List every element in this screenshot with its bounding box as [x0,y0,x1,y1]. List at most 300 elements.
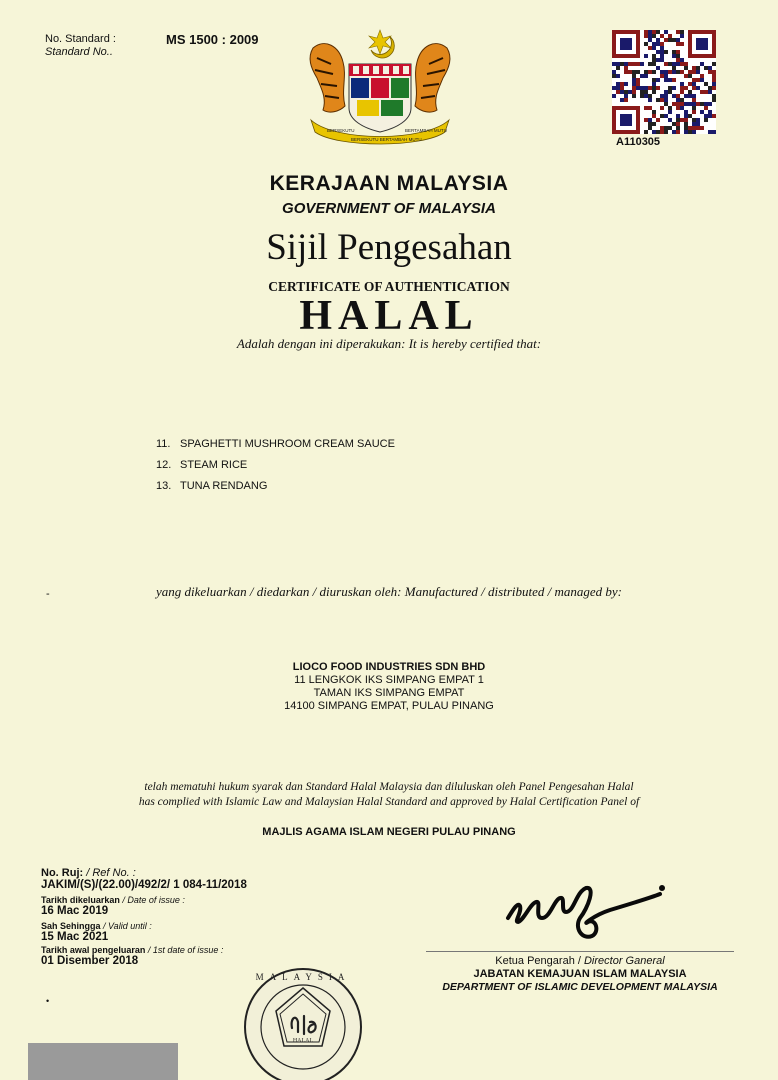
first-issue-label [41,945,247,955]
qr-module [656,86,660,90]
ref-label-malay: No. Ruj: [41,867,84,879]
ref-number-label [41,867,247,879]
qr-module [624,82,628,86]
qr-module [624,70,628,74]
qr-module [664,50,668,54]
company-address-line: 14100 SIMPANG EMPAT, PULAU PINANG [284,700,494,712]
qr-module [688,90,692,94]
qr-module [680,70,684,74]
qr-module [648,34,652,38]
qr-module [700,78,704,82]
qr-module [616,86,620,90]
qr-module [660,114,664,118]
qr-module [688,82,692,86]
qr-module [708,110,712,114]
valid-until-value: 15 Mac 2021 [41,931,109,943]
qr-module [712,78,716,82]
qr-module [624,90,628,94]
qr-module [632,82,636,86]
company-address-line: TAMAN IKS SIMPANG EMPAT [313,687,465,699]
qr-module [612,94,616,98]
qr-module [668,34,672,38]
bullet-mark: • [46,996,50,1006]
qr-module [684,86,688,90]
qr-module [632,86,636,90]
qr-module [660,70,664,74]
qr-module [672,78,676,82]
qr-module [620,90,624,94]
qr-module [644,90,648,94]
issue-date-label [41,895,247,905]
qr-module [664,74,668,78]
qr-module [628,90,632,94]
manufactured-by-statement: yang dikeluarkan / diedarkan / diuruskan oleh: Manufactured / distributed / managed by: [156,584,622,599]
qr-module [672,38,676,42]
qr-module [656,50,660,54]
qr-module [672,122,676,126]
qr-module [692,102,696,106]
qr-module [652,114,656,118]
qr-module [664,38,668,42]
qr-module [612,70,616,74]
qr-module [664,102,668,106]
qr-module [692,130,696,134]
halal-title: HALAL [299,293,479,339]
qr-module [700,126,704,130]
qr-module [664,94,668,98]
qr-module [708,102,712,106]
qr-module [656,130,660,134]
qr-module [620,86,624,90]
qr-module [696,122,700,126]
qr-module [652,86,656,90]
qr-module [668,90,672,94]
qr-module [684,114,688,118]
product-name: SPAGHETTI MUSHROOM CREAM SAUCE [180,438,395,450]
coat-ribbon-text: BERSEKUTU BERTAMBAH MUTU [351,137,422,142]
qr-module [644,94,648,98]
qr-module [692,110,696,114]
qr-module [652,62,656,66]
qr-module [640,74,644,78]
first-issue-label-malay: Tarikh awal pengeluaran [41,945,146,955]
qr-module [652,70,656,74]
qr-module [624,62,628,66]
product-item [156,459,395,480]
qr-module [704,82,708,86]
qr-module [620,62,624,66]
qr-module [668,110,672,114]
director-block [426,955,734,994]
qr-module [704,102,708,106]
qr-module [708,86,712,90]
reference-details [41,867,247,967]
qr-module [696,118,700,122]
qr-module [660,106,664,110]
qr-module [704,66,708,70]
qr-module [652,34,656,38]
qr-module [692,126,696,130]
issue-label-english: / Date of issue : [119,895,185,905]
qr-module [648,70,652,74]
qr-module [632,70,636,74]
qr-module [668,106,672,110]
qr-module [676,118,680,122]
qr-module [676,98,680,102]
qr-module [640,62,644,66]
qr-module [632,62,636,66]
qr-module [624,66,628,70]
qr-module [704,114,708,118]
qr-module [644,42,648,46]
qr-module [664,78,668,82]
qr-module [684,122,688,126]
qr-module [648,126,652,130]
qr-module [652,58,656,62]
qr-module [644,30,648,34]
valid-label-english: / Valid until : [100,921,152,931]
issue-date-value: 16 Mac 2019 [41,905,109,917]
qr-module [672,130,676,134]
certificate-title-malay: Sijil Pengesahan [266,227,512,268]
product-name: TUNA RENDANG [180,480,268,492]
qr-module [624,94,628,98]
qr-module [692,94,696,98]
qr-module [668,126,672,130]
valid-label-malay: Sah Sehingga [41,921,101,931]
qr-module [648,46,652,50]
qr-module [636,78,640,82]
product-number: 12. [156,459,172,471]
qr-module [680,102,684,106]
first-issue-label-english: / 1st date of issue : [145,945,224,955]
qr-module [636,62,640,66]
product-item [156,438,395,459]
qr-module [672,70,676,74]
qr-module [700,102,704,106]
qr-module [696,86,700,90]
qr-module [684,66,688,70]
qr-module [672,102,676,106]
qr-module [664,126,668,130]
qr-module [708,130,712,134]
standard-number-label [45,33,116,59]
qr-module [640,86,644,90]
certified-statement: Adalah dengan ini diperakukan: It is hereby certified that: [236,336,542,351]
qr-module [708,66,712,70]
government-title-malay: KERAJAAN MALAYSIA [269,172,509,195]
qr-module [612,86,616,90]
qr-module [664,62,668,66]
qr-module [636,86,640,90]
qr-module [688,70,692,74]
qr-module [644,86,648,90]
qr-module [620,98,624,102]
qr-module [712,86,716,90]
qr-module [680,86,684,90]
ref-label-english: / Ref No. : [83,867,136,879]
qr-module [692,118,696,122]
qr-module [692,106,696,110]
qr-module [652,110,656,114]
qr-module [676,42,680,46]
coat-motto-right: BERTAMBAH MUTU [405,128,447,133]
qr-module [612,62,616,66]
qr-module [632,90,636,94]
qr-module [652,82,656,86]
qr-module [684,102,688,106]
qr-module [664,114,668,118]
qr-module [660,58,664,62]
qr-module [616,82,620,86]
qr-module [708,90,712,94]
standard-label-english: Standard No.. [45,46,113,58]
company-name: LIOCO FOOD INDUSTRIES SDN BHD [292,661,486,673]
qr-module [668,38,672,42]
product-name: STEAM RICE [180,459,248,471]
qr-module [664,130,668,134]
qr-module [664,90,668,94]
qr-module [704,90,708,94]
qr-module [680,106,684,110]
qr-module [696,70,700,74]
qr-module [640,90,644,94]
qr-module [680,118,684,122]
qr-module [648,122,652,126]
qr-module [712,114,716,118]
qr-module [692,82,696,86]
product-number: 13. [156,480,172,492]
valid-until-label [41,921,247,931]
qr-module [676,114,680,118]
qr-module [652,46,656,50]
qr-module [628,70,632,74]
qr-module [680,30,684,34]
qr-module [632,74,636,78]
compliance-english: has complied with Islamic Law and Malaysian Halal Standard and approved by Halal Certification Panel of [138,796,640,808]
qr-module [652,122,656,126]
qr-module [680,90,684,94]
qr-module [688,130,692,134]
qr-module [616,66,620,70]
product-number: 11. [156,438,171,450]
qr-module [692,122,696,126]
qr-module [692,66,696,70]
qr-module [692,86,696,90]
qr-module [660,94,664,98]
qr-module [656,58,660,62]
compliance-statement [0,780,778,810]
qr-module [660,74,664,78]
qr-module [648,94,652,98]
qr-module [672,66,676,70]
qr-module [660,42,664,46]
director-title-english: Director Ganeral [580,955,665,967]
qr-module [700,90,704,94]
issue-label-malay: Tarikh dikeluarkan [41,895,120,905]
qr-module [680,58,684,62]
compliance-malay: telah mematuhi hukum syarak dan Standard Halal Malaysia dan diluluskan oleh Panel Pengesahan Halal [144,781,634,793]
qr-module [668,118,672,122]
qr-module [684,94,688,98]
qr-module [664,30,668,34]
qr-module [700,62,704,66]
qr-module [648,86,652,90]
qr-module [680,42,684,46]
qr-module [688,94,692,98]
qr-module [668,62,672,66]
qr-module [636,70,640,74]
qr-module [616,62,620,66]
qr-module [704,106,708,110]
qr-module [672,62,676,66]
qr-module [656,38,660,42]
qr-module [688,126,692,130]
qr-module [684,62,688,66]
qr-module [676,38,680,42]
qr-module [652,30,656,34]
qr-module [712,94,716,98]
qr-module [708,70,712,74]
qr-module [676,58,680,62]
qr-module [680,82,684,86]
qr-module [660,50,664,54]
coat-of-arms-icon [305,28,455,146]
qr-module [652,54,656,58]
qr-module [696,78,700,82]
standard-number-value: MS 1500 : 2009 [166,32,259,47]
qr-module [684,74,688,78]
qr-module [684,118,688,122]
qr-module [656,98,660,102]
qr-module [624,98,628,102]
qr-module [692,78,696,82]
department-english: DEPARTMENT OF ISLAMIC DEVELOPMENT MALAYSIA [442,981,718,993]
qr-module [704,118,708,122]
qr-module [660,126,664,130]
qr-module [668,70,672,74]
qr-module [648,38,652,42]
certificate-title-english: CERTIFICATE OF AUTHENTICATION [268,279,510,294]
qr-module [656,42,660,46]
qr-module [616,74,620,78]
qr-module [676,30,680,34]
qr-module [676,122,680,126]
qr-module [668,86,672,90]
product-item [156,480,395,501]
qr-module [676,54,680,58]
product-list [156,438,395,501]
qr-module [644,118,648,122]
qr-module [660,130,664,134]
qr-module [628,62,632,66]
qr-module [712,62,716,66]
qr-module [656,66,660,70]
qr-module [652,90,656,94]
qr-module [712,98,716,102]
department-malay: JABATAN KEMAJUAN ISLAM MALAYSIA [473,968,687,980]
qr-module [712,70,716,74]
redacted-block [28,1043,178,1080]
qr-module [660,98,664,102]
stamp-ring-text: MALAYSIA [255,972,351,982]
qr-module [644,34,648,38]
qr-module [652,42,656,46]
qr-module [672,94,676,98]
qr-module [648,62,652,66]
qr-module [656,30,660,34]
qr-module [664,98,668,102]
religious-council-name: MAJLIS AGAMA ISLAM NEGERI PULAU PINANG [262,826,516,838]
company-block [0,661,778,713]
qr-module [692,98,696,102]
qr-module [616,90,620,94]
qr-module [612,74,616,78]
qr-module [676,70,680,74]
qr-module [696,102,700,106]
qr-module [688,102,692,106]
qr-module [652,130,656,134]
qr-module [680,98,684,102]
qr-module [712,82,716,86]
stamp-center-text: HALAL [292,1038,314,1044]
qr-module [648,118,652,122]
qr-module [688,74,692,78]
qr-module [696,126,700,130]
qr-module [700,74,704,78]
qr-module [684,110,688,114]
signature-line [426,951,734,952]
qr-module [620,82,624,86]
qr-module [676,102,680,106]
qr-module [712,130,716,134]
qr-module [660,54,664,58]
certificate-code: A110305 [616,136,661,148]
qr-module [632,94,636,98]
qr-module [672,54,676,58]
standard-label-malay: No. Standard : [45,33,116,45]
qr-module [656,78,660,82]
qr-module [660,34,664,38]
qr-module [676,50,680,54]
director-title-malay: Ketua Pengarah / [495,955,581,967]
qr-module [676,130,680,134]
qr-module [696,66,700,70]
qr-module [712,74,716,78]
government-title-english: GOVERNMENT OF MALAYSIA [282,200,496,217]
qr-module [632,78,636,82]
qr-module [676,106,680,110]
qr-module [688,114,692,118]
qr-module [668,78,672,82]
qr-module [692,70,696,74]
qr-module [644,70,648,74]
qr-module [680,62,684,66]
qr-module [648,98,652,102]
signature-icon [500,878,670,950]
qr-module [672,50,676,54]
qr-module [664,70,668,74]
qr-module [700,110,704,114]
margin-dash: - [46,588,50,600]
first-issue-value: 01 Disember 2018 [41,955,139,967]
qr-module [660,46,664,50]
qr-module [676,62,680,66]
qr-module [684,130,688,134]
qr-module [676,94,680,98]
coat-motto-left: BERSEKUTU [327,128,355,133]
qr-module [644,74,648,78]
